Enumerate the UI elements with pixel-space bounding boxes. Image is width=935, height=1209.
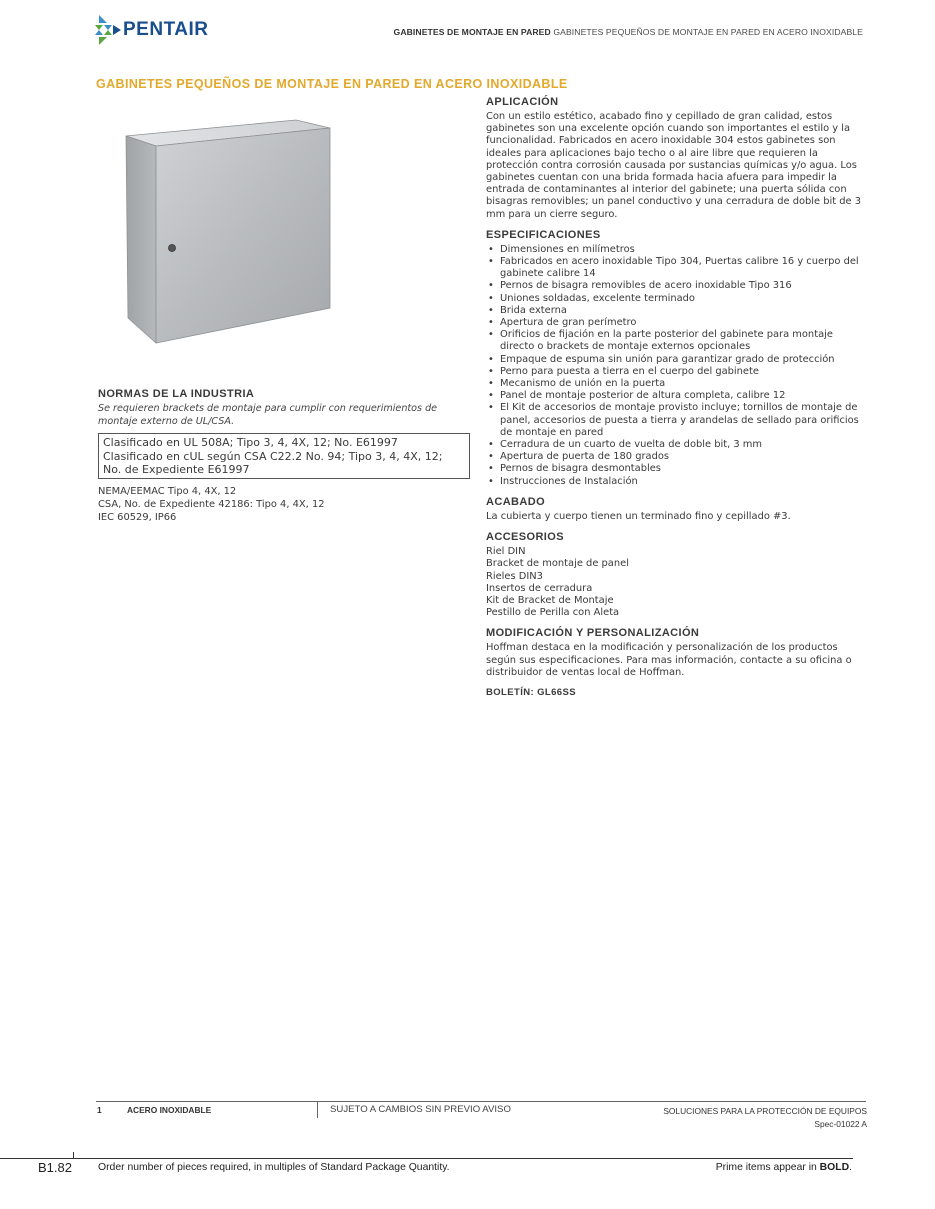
spec-item: • Dimensiones en milímetros: [486, 244, 870, 256]
cert-line: No. de Expediente E61997: [103, 463, 250, 476]
footer-divider-line: [96, 1101, 866, 1102]
prime-text: Prime items appear in: [715, 1162, 817, 1173]
spec-item: • Pernos de bisagra desmontables: [486, 463, 870, 475]
application-text: Con un estilo estético, acabado fino y cepillado de gran calidad, estos gabinetes son una excelente opción cuando son importantes el estilo y la funcionalidad. Fabricados en acero inoxidable 304 estos gabinetes son ideales para aplicaciones bajo techo o al aire libre que requieren la protección contra corrosión causada por sustancias químicas y/o agua. Los gabinetes cuentan con una brida formada hacia afuera para impedir la entrada de contaminantes al interior del gabinete; una puerta sólida con bisagras removibles; un panel conductivo y una cerradura de doble bit de 3 mm para un cierre seguro.: [486, 111, 862, 220]
order-note: Order number of pieces required, in multiples of Standard Package Quantity.: [98, 1162, 450, 1173]
spec-item: • Apertura de gran perímetro: [486, 317, 870, 329]
spec-item: • Fabricados en acero inoxidable Tipo 304, Puertas calibre 16 y cuerpo del gabinete calibre 14: [486, 256, 870, 280]
specifications-heading: ESPECIFICACIONES: [486, 228, 601, 241]
enclosure-product-image: [120, 118, 340, 350]
page-number: B1.82: [38, 1160, 72, 1175]
finish-text: La cubierta y cuerpo tienen un terminado fino y cepillado #3.: [486, 510, 791, 522]
spec-item: • Orificios de fijación en la parte posterior del gabinete para montaje directo o brackets de montaje externos opcionales: [486, 329, 870, 353]
spec-item: • Perno para puesta a tierra en el cuerpo del gabinete: [486, 366, 870, 378]
certification-box: [98, 433, 470, 479]
spec-item: • Cerradura de un cuarto de vuelta de doble bit, 3 mm: [486, 439, 870, 451]
standards-list: [98, 485, 470, 524]
mounting-note: Se requieren brackets de montaje para cumplir con requerimientos de montaje externo de UL/CSA.: [98, 403, 438, 427]
spec-item: • El Kit de accesorios de montaje provisto incluye; tornillos de montaje de panel, accesorios de puesta a tierra y arandelas de sellado para orificios de montaje en pared: [486, 402, 870, 439]
header-breadcrumb: [394, 27, 863, 37]
spec-item: • Panel de montaje posterior de altura completa, calibre 12: [486, 390, 870, 402]
footer-material: ACERO INOXIDABLE: [127, 1105, 212, 1115]
pentair-logo-icon: [95, 13, 121, 47]
cert-line: Clasificado en UL 508A; Tipo 3, 4, 4X, 12; No. E61997: [103, 436, 398, 449]
spec-item: • Uniones soldadas, excelente terminado: [486, 293, 870, 305]
customization-text: Hoffman destaca en la modificación y personalización de los productos según sus especificaciones. Para mas información, contacte a su oficina o distribuidor de ventas local de Hoffman.: [486, 642, 852, 678]
industry-standards-heading: NORMAS DE LA INDUSTRIA: [98, 388, 255, 400]
prime-bold-word: BOLD: [819, 1162, 850, 1173]
footer-solutions: SOLUCIONES PARA LA PROTECCIÓN DE EQUIPOS: [663, 1106, 867, 1116]
footer-right-block: [663, 1105, 867, 1131]
footer-number: 1: [97, 1105, 102, 1115]
accessory-item: Insertos de cerradura: [486, 582, 593, 594]
accessory-item: Kit de Bracket de Montaje: [486, 594, 614, 606]
spec-item: • Empaque de espuma sin unión para garantizar grado de protección: [486, 354, 870, 366]
bulletin-code: BOLETÍN: GL66SS: [486, 686, 576, 698]
accessory-item: Rieles DIN3: [486, 570, 543, 582]
customization-heading: MODIFICACIÓN Y PERSONALIZACIÓN: [486, 627, 700, 640]
accessory-item: Bracket de montaje de panel: [486, 558, 629, 570]
page-tick-mark: [73, 1152, 74, 1159]
spec-item: • Mecanismo de unión en la puerta: [486, 378, 870, 390]
prime-end: .: [849, 1162, 852, 1173]
application-heading: APLICACIÓN: [486, 96, 559, 108]
breadcrumb-category: GABINETES DE MONTAJE EN PARED: [393, 27, 551, 37]
spec-item: • Pernos de bisagra removibles de acero inoxidable Tipo 316: [486, 280, 870, 292]
standard-item: IEC 60529, IP66: [98, 511, 177, 523]
brand-name: PENTAIR: [123, 19, 209, 40]
pentair-logo: [95, 12, 235, 48]
accessories-list: [486, 546, 870, 619]
standard-item: NEMA/EEMAC Tipo 4, 4X, 12: [98, 485, 237, 497]
accessory-item: Riel DIN: [486, 546, 526, 558]
accessory-item: Pestillo de Perilla con Aleta: [486, 607, 620, 619]
standard-item: CSA, No. de Expediente 42186: Tipo 4, 4X, 12: [98, 498, 325, 510]
finish-heading: ACABADO: [486, 495, 546, 508]
bottom-rule: [0, 1158, 853, 1159]
specifications-list: [486, 244, 870, 488]
prime-items-note: [716, 1162, 852, 1173]
footer-subject-notice: SUJETO A CAMBIOS SIN PREVIO AVISO: [330, 1104, 511, 1115]
footer-spec-code: Spec-01022 A: [814, 1119, 867, 1129]
footer-vertical-divider: [317, 1101, 318, 1118]
spec-item: • Brida externa: [486, 305, 870, 317]
page-title: GABINETES PEQUEÑOS DE MONTAJE EN PARED EN ACERO INOXIDABLE: [96, 77, 568, 91]
product-details-column: [486, 96, 870, 698]
spec-item: • Apertura de puerta de 180 grados: [486, 451, 870, 463]
breadcrumb-product: GABINETES PEQUEÑOS DE MONTAJE EN PARED EN ACERO INOXIDABLE: [553, 27, 863, 37]
accessories-heading: ACCESORIOS: [486, 531, 564, 544]
industry-standards-section: [98, 388, 470, 524]
cert-line: Clasificado en cUL según CSA C22.2 No. 94; Tipo 3, 4, 4X, 12;: [103, 449, 443, 463]
spec-item: • Instrucciones de Instalación: [486, 476, 870, 488]
